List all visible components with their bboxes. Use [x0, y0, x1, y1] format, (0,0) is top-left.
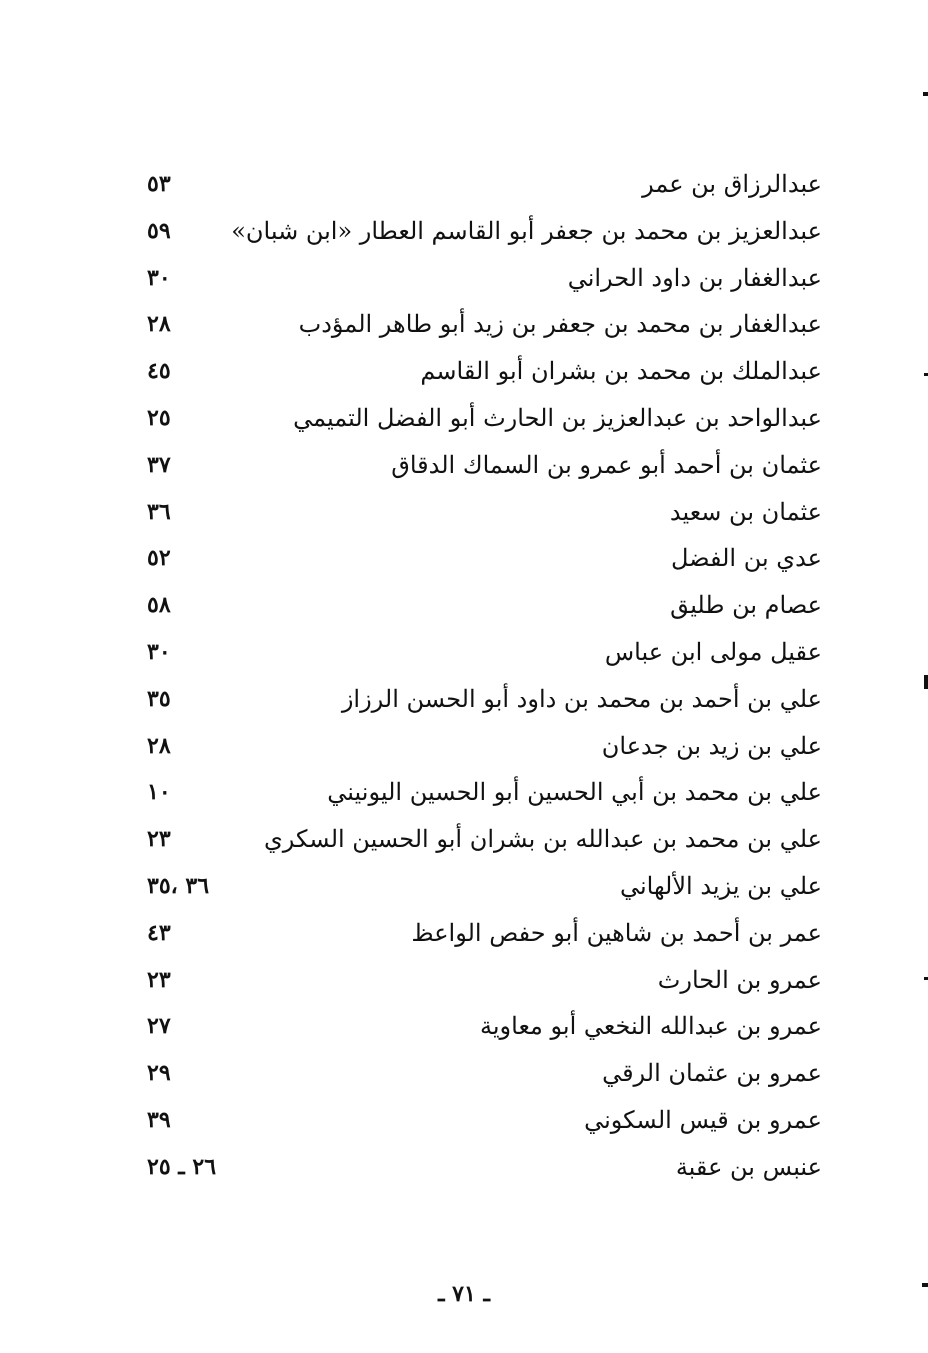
entry-name: علي بن أحمد بن محمد بن داود أبو الحسن الرزاز: [341, 684, 822, 713]
index-entry: [0, 161, 928, 208]
entry-pages: ٢٨: [147, 311, 171, 338]
entry-name: علي بن محمد بن عبدالله بن بشران أبو الحسين السكري: [264, 825, 822, 854]
entry-pages: ٣٠: [147, 264, 171, 291]
entry-name: عبدالعزيز بن محمد بن جعفر أبو القاسم العطار «ابن شبان»: [231, 216, 822, 245]
index-entry: [0, 208, 928, 255]
index-entry: [0, 957, 928, 1004]
entry-pages: ٢٣: [147, 826, 171, 853]
index-entry: [0, 723, 928, 770]
index-entry: [0, 629, 928, 676]
index-entry: [0, 816, 928, 863]
index-entry: [0, 395, 928, 442]
entry-pages: ٤٥: [147, 358, 171, 385]
index-entry: [0, 1144, 928, 1191]
entry-name: عصام بن طليق: [670, 591, 822, 620]
index-entry: [0, 676, 928, 723]
entry-name: عبدالملك بن محمد بن بشران أبو القاسم: [420, 357, 822, 386]
index-entry: [0, 582, 928, 629]
entry-pages: ٣٦: [147, 498, 171, 525]
entry-name: عبدالغفار بن داود الحراني: [567, 263, 822, 292]
scan-edge-mark: [923, 92, 928, 96]
scan-edge-mark: [924, 977, 928, 980]
index-entry: [0, 769, 928, 816]
entry-pages: ٥٨: [147, 592, 171, 619]
index-entry: [0, 535, 928, 582]
entry-name: عمر بن أحمد بن شاهين أبو حفص الواعظ: [411, 918, 822, 947]
entry-pages: ٣٩: [147, 1106, 171, 1133]
entry-pages: ٣٥: [147, 685, 171, 712]
entry-pages: ٥٣: [147, 171, 171, 197]
entry-name: عمرو بن قيس السكوني: [584, 1105, 822, 1134]
index-entry: [0, 255, 928, 302]
entry-pages: ١٠: [147, 779, 171, 806]
index-entry: [0, 910, 928, 957]
index-entry: [0, 489, 928, 536]
entry-name: عثمان بن أحمد أبو عمرو بن السماك الدقاق: [391, 450, 822, 479]
entry-pages: ٢٦ ـ ٢٥: [147, 1153, 217, 1180]
entry-name: علي بن زيد بن جدعان: [601, 731, 822, 760]
index-entry: [0, 863, 928, 910]
entry-pages: ٤٣: [147, 919, 171, 946]
index-entry: [0, 348, 928, 395]
entry-name: عمرو بن عثمان الرقي: [602, 1059, 822, 1088]
entry-pages: ٥٩: [147, 217, 171, 244]
entry-pages: ٢٣: [147, 966, 171, 993]
index-entry: [0, 1050, 928, 1097]
index-entry: [0, 301, 928, 348]
entry-name: عمرو بن الحارث: [657, 965, 822, 994]
entry-name: عثمان بن سعيد: [669, 497, 822, 526]
entry-name: عبدالرزاق بن عمر: [642, 170, 822, 198]
entry-name: عقيل مولى ابن عباس: [604, 637, 822, 666]
entry-pages: ٣٧: [147, 451, 171, 478]
page-number: ـ ٧١ ـ: [438, 1281, 490, 1307]
entry-pages: ٣٦ ،٣٥: [147, 872, 210, 899]
entry-pages: ٢٧: [147, 1013, 171, 1040]
index-entry: [0, 1097, 928, 1144]
index-list: [0, 161, 928, 1191]
entry-name: علي بن يزيد الألهاني: [619, 871, 822, 900]
entry-name: عبدالواحد بن عبدالعزيز بن الحارث أبو الفضل التميمي: [293, 403, 822, 432]
entry-pages: ٣٠: [147, 638, 171, 665]
entry-pages: ٢٩: [147, 1060, 171, 1087]
scan-edge-mark: [924, 373, 928, 376]
entry-pages: ٥٢: [147, 545, 171, 572]
entry-name: عمرو بن عبدالله النخعي أبو معاوية: [480, 1012, 822, 1041]
entry-pages: ٢٨: [147, 732, 171, 759]
scan-edge-mark: [922, 1283, 928, 1287]
entry-name: علي بن محمد بن أبي الحسين أبو الحسين اليونيني: [327, 778, 822, 807]
entry-pages: ٢٥: [147, 404, 171, 431]
entry-name: عنبس بن عقبة: [675, 1152, 822, 1181]
scan-edge-mark: [924, 675, 928, 689]
entry-name: عبدالغفار بن محمد بن جعفر بن زيد أبو طاهر المؤدب: [298, 310, 822, 339]
index-entry: [0, 442, 928, 489]
index-entry: [0, 1003, 928, 1050]
entry-name: عدي بن الفضل: [670, 544, 822, 573]
